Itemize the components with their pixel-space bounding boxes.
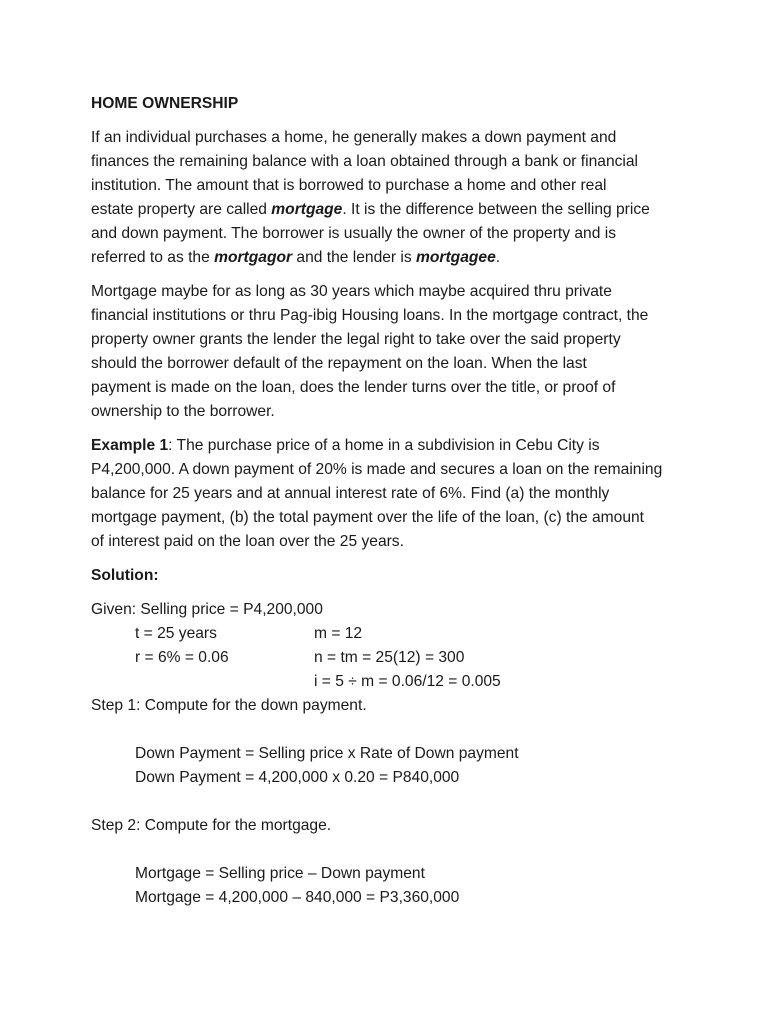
example-paragraph — [91, 434, 691, 554]
intro-line-3: institution. The amount that is borrowed to purchase a home and other real — [91, 177, 607, 194]
mortgage-line-6: ownership to the borrower. — [91, 403, 275, 420]
step-1-formula: Down Payment = Selling price x Rate of Down payment — [135, 745, 519, 762]
given-t: t = 25 years — [135, 625, 217, 642]
example-line-1-text: : The purchase price of a home in a subdivision in Cebu City is — [168, 437, 600, 454]
intro-line-6-post: . — [495, 249, 501, 266]
spacer — [91, 790, 691, 814]
spacer — [91, 718, 691, 742]
mortgage-line-5: payment is made on the loan, does the lender turns over the title, or proof of — [91, 379, 616, 396]
step-2-formula: Mortgage = Selling price – Down payment — [135, 865, 425, 882]
mortgage-line-3: property owner grants the lender the legal right to take over the said property — [91, 331, 621, 348]
example-line-5: of interest paid on the loan over the 25 years. — [91, 533, 404, 550]
term-mortgagor: mortgagor — [214, 249, 293, 266]
example-line-1 — [91, 434, 691, 458]
term-mortgagee: mortgagee — [416, 249, 496, 266]
given-row-3 — [91, 670, 691, 694]
given-blank — [91, 670, 314, 694]
intro-line-4-post: . It is the difference between the selling price — [342, 201, 650, 218]
step-2-label: Step 2: Compute for the mortgage. — [91, 817, 332, 834]
example-label: Example 1 — [91, 437, 169, 454]
step-2-calculation: Mortgage = 4,200,000 – 840,000 = P3,360,000 — [135, 889, 460, 906]
given-row-2 — [91, 646, 691, 670]
solution-block — [91, 598, 691, 910]
intro-line-6-pre: referred to as the — [91, 249, 215, 266]
mortgage-line-1: Mortgage maybe for as long as 30 years which maybe acquired thru private — [91, 283, 612, 300]
page-title: HOME OWNERSHIP — [91, 95, 239, 112]
given-line: Given: Selling price = P4,200,000 — [91, 601, 323, 618]
intro-paragraph — [91, 126, 691, 270]
solution-label: Solution: — [91, 567, 159, 584]
step-1-label: Step 1: Compute for the down payment. — [91, 697, 367, 714]
document-page — [91, 92, 691, 910]
mortgage-paragraph — [91, 280, 691, 424]
given-m: m = 12 — [314, 625, 363, 642]
intro-line-6-mid: and the lender is — [292, 249, 417, 266]
intro-line-1: If an individual purchases a home, he generally makes a down payment and — [91, 129, 617, 146]
mortgage-line-2: financial institutions or thru Pag-ibig Housing loans. In the mortgage contract, the — [91, 307, 649, 324]
example-line-2: P4,200,000. A down payment of 20% is made and secures a loan on the remaining — [91, 461, 663, 478]
term-mortgage: mortgage — [271, 201, 343, 218]
given-row-1 — [91, 622, 691, 646]
intro-line-5: and down payment. The borrower is usually the owner of the property and is — [91, 225, 616, 242]
step-1-calculation: Down Payment = 4,200,000 x 0.20 = P840,000 — [135, 769, 460, 786]
example-line-3: balance for 25 years and at annual interest rate of 6%. Find (a) the monthly — [91, 485, 610, 502]
intro-line-6 — [91, 246, 691, 270]
mortgage-line-4: should the borrower default of the repayment on the loan. When the last — [91, 355, 587, 372]
given-i: i = 5 ÷ m = 0.06/12 = 0.005 — [314, 673, 501, 690]
example-line-4: mortgage payment, (b) the total payment over the life of the loan, (c) the amount — [91, 509, 645, 526]
intro-line-2: finances the remaining balance with a loan obtained through a bank or financial — [91, 153, 639, 170]
given-n: n = tm = 25(12) = 300 — [314, 649, 465, 666]
spacer — [91, 838, 691, 862]
intro-line-4-pre: estate property are called — [91, 201, 272, 218]
intro-line-4 — [91, 198, 691, 222]
given-r: r = 6% = 0.06 — [135, 649, 229, 666]
